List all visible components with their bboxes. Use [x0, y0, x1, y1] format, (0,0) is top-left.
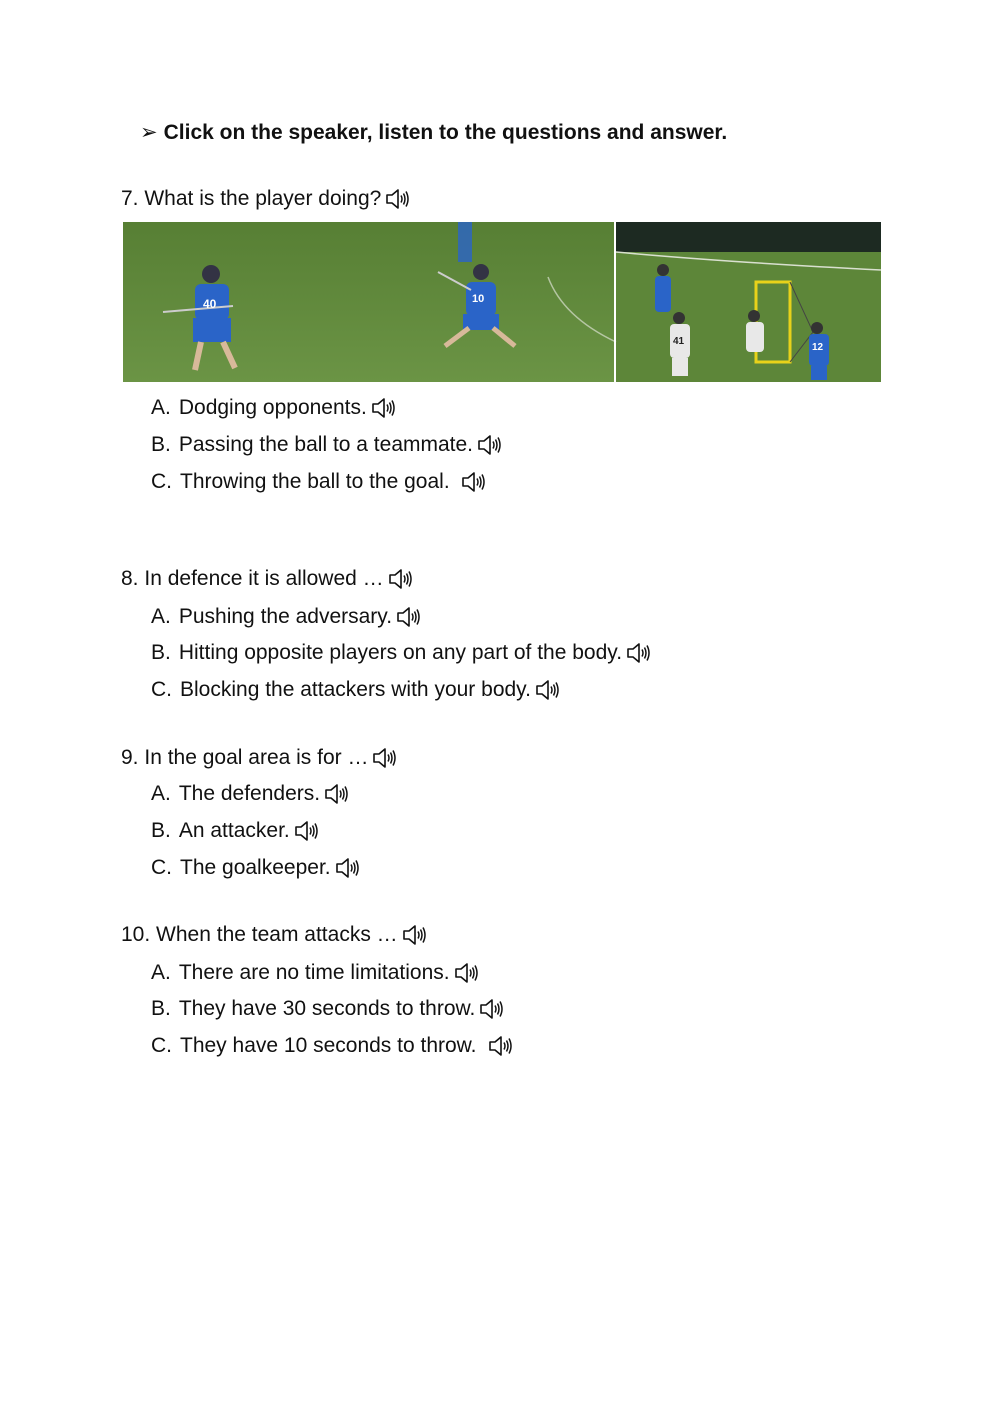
option-text: Blocking the attackers with your body.: [180, 678, 531, 701]
question-10-option-a[interactable]: [151, 961, 479, 985]
speaker-icon[interactable]: [460, 470, 486, 494]
question-10-option-c[interactable]: [151, 1034, 513, 1058]
question-text: When the team attacks …: [156, 923, 398, 946]
option-text: They have 30 seconds to throw.: [178, 997, 476, 1020]
question-number: 9.: [121, 746, 139, 769]
speaker-icon[interactable]: [534, 678, 560, 702]
option-text: Passing the ball to a teammate.: [178, 433, 474, 456]
speaker-icon[interactable]: [453, 961, 479, 985]
jersey-number: 41: [673, 336, 685, 347]
speaker-icon[interactable]: [384, 187, 410, 211]
question-9-option-c[interactable]: [151, 856, 360, 880]
option-letter: A.: [151, 961, 171, 984]
option-text: Dodging opponents.: [178, 396, 367, 419]
question-10: [121, 923, 427, 947]
option-text: They have 10 seconds to throw.: [180, 1034, 477, 1057]
speaker-icon[interactable]: [334, 856, 360, 880]
option-text: The defenders.: [178, 782, 321, 805]
question-7-option-b[interactable]: [151, 433, 502, 457]
option-letter: B.: [151, 997, 171, 1020]
lacrosse-photos: [123, 222, 881, 382]
instruction-text: Click on the speaker, listen to the questions and answer.: [163, 121, 728, 144]
question-8-option-c[interactable]: [151, 678, 560, 702]
jersey-number: 12: [812, 342, 824, 353]
question-9-option-b[interactable]: [151, 819, 319, 843]
option-text: There are no time limitations.: [178, 961, 450, 984]
option-text: An attacker.: [178, 819, 290, 842]
stands: [616, 222, 881, 252]
option-letter: A.: [151, 605, 171, 628]
question-text: What is the player doing?: [144, 187, 382, 210]
option-letter: B.: [151, 641, 171, 664]
speaker-icon[interactable]: [395, 605, 421, 629]
instruction: [140, 120, 727, 145]
question-9: [121, 746, 397, 770]
question-number: 8.: [121, 567, 139, 590]
question-number: 7.: [121, 187, 139, 210]
lacrosse-photo-strip: [123, 222, 881, 382]
question-text: In the goal area is for …: [144, 746, 369, 769]
speaker-icon[interactable]: [487, 1034, 513, 1058]
speaker-icon[interactable]: [478, 997, 504, 1021]
option-letter: A.: [151, 782, 171, 805]
question-9-option-a[interactable]: [151, 782, 349, 806]
option-letter: B.: [151, 819, 171, 842]
question-7-option-a[interactable]: [151, 396, 396, 420]
question-7: [121, 187, 410, 211]
jersey-number: 10: [472, 293, 485, 305]
question-text: In defence it is allowed …: [144, 567, 384, 590]
question-number: 10.: [121, 923, 151, 946]
speaker-icon[interactable]: [323, 782, 349, 806]
player-blue-left: [655, 264, 671, 312]
speaker-icon[interactable]: [293, 819, 319, 843]
option-letter: A.: [151, 396, 171, 419]
option-text: Pushing the adversary.: [178, 605, 393, 628]
speaker-icon[interactable]: [625, 641, 651, 665]
jersey-number: 40: [203, 297, 217, 311]
speaker-icon[interactable]: [401, 923, 427, 947]
question-8-option-b[interactable]: [151, 641, 651, 665]
question-8-option-a[interactable]: [151, 605, 421, 629]
question-8: [121, 567, 413, 591]
option-letter: B.: [151, 433, 171, 456]
speaker-icon[interactable]: [476, 433, 502, 457]
question-7-option-c[interactable]: [151, 470, 486, 494]
speaker-icon[interactable]: [387, 567, 413, 591]
arrow-bullet-icon: ➢: [140, 121, 158, 144]
speaker-icon[interactable]: [371, 746, 397, 770]
option-text: Hitting opposite players on any part of the body.: [178, 641, 623, 664]
option-text: The goalkeeper.: [180, 856, 331, 879]
speaker-icon[interactable]: [370, 396, 396, 420]
option-letter: C.: [151, 1034, 172, 1057]
option-text: Throwing the ball to the goal.: [180, 470, 450, 493]
option-letter: C.: [151, 856, 172, 879]
option-letter: C.: [151, 470, 172, 493]
question-10-option-b[interactable]: [151, 997, 504, 1021]
option-letter: C.: [151, 678, 172, 701]
